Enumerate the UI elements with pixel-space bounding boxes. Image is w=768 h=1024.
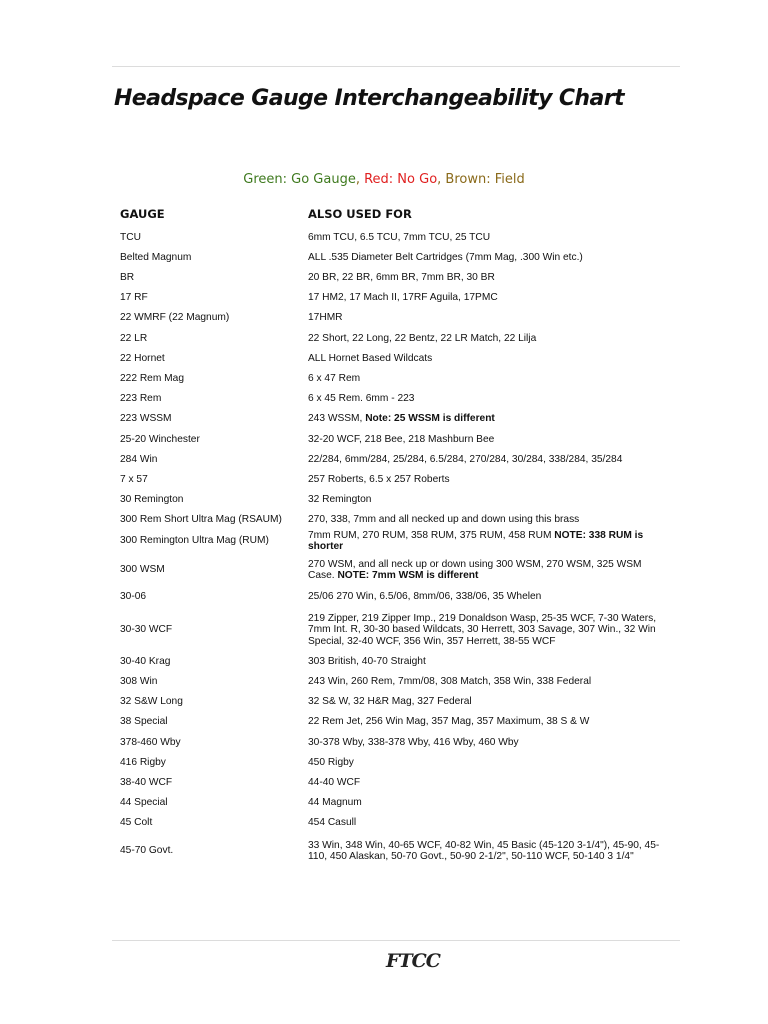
gauge-cell: 30 Remington (120, 494, 184, 505)
also-used-for-cell (308, 353, 668, 365)
also-used-for-text: 44 Magnum (308, 797, 362, 808)
also-used-for-text: 6 x 47 Rem (308, 373, 361, 384)
gauge-cell: 17 RF (120, 292, 148, 303)
legend-brown: Brown: Field (441, 172, 525, 187)
gauge-cell: 7 x 57 (120, 474, 148, 485)
also-used-for-cell (308, 272, 668, 284)
legend-green: Green: Go Gauge (243, 172, 356, 187)
note-text: NOTE: 7mm WSM is different (337, 570, 479, 581)
also-used-for-text: 20 BR, 22 BR, 6mm BR, 7mm BR, 30 BR (308, 272, 495, 283)
also-used-for-text: 303 British, 40-70 Straight (308, 656, 426, 667)
also-used-for-cell (308, 474, 668, 486)
also-used-for-text: 30-378 Wby, 338-378 Wby, 416 Wby, 460 Wby (308, 737, 519, 748)
also-used-for-text: 32 S& W, 32 H&R Mag, 327 Federal (308, 696, 472, 707)
also-used-for-text: ALL .535 Diameter Belt Cartridges (7mm Mag, .300 Win etc.) (308, 252, 583, 263)
also-used-for-cell (308, 840, 668, 863)
also-used-for-cell (308, 232, 668, 244)
also-used-for-cell (308, 559, 668, 582)
also-used-for-text: 17 HM2, 17 Mach II, 17RF Aguila, 17PMC (308, 292, 498, 303)
also-used-for-text: 33 Win, 348 Win, 40-65 WCF, 40-82 Win, 45 Basic (45-120 3-1/4"), 45-90, 45-110, 450 Alaskan, 50-70 Govt., 50-90 2-1/2", 50-110 WCF, 50-140 3 1/4" (308, 839, 660, 862)
also-used-for-cell (308, 656, 668, 668)
also-used-for-text: 17HMR (308, 312, 343, 323)
gauge-cell: 38-40 WCF (120, 777, 173, 788)
also-used-for-text: 243 Win, 260 Rem, 7mm/08, 308 Match, 358 Win, 338 Federal (308, 676, 592, 687)
gauge-cell: 300 Rem Short Ultra Mag (RSAUM) (120, 514, 282, 525)
gauge-cell: Belted Magnum (120, 252, 192, 263)
also-used-for-cell (308, 777, 668, 789)
also-used-for-text: 22 Short, 22 Long, 22 Bentz, 22 LR Match, 22 Lilja (308, 333, 537, 344)
gauge-cell: 378-460 Wby (120, 737, 181, 748)
also-used-for-text: 32-20 WCF, 218 Bee, 218 Mashburn Bee (308, 434, 495, 445)
gauge-cell: BR (120, 272, 135, 283)
also-used-for-text: 454 Casull (308, 817, 357, 828)
also-used-for-cell (308, 676, 668, 688)
also-used-for-cell (308, 454, 668, 466)
also-used-for-text: 22 Rem Jet, 256 Win Mag, 357 Mag, 357 Maximum, 38 S & W (308, 716, 590, 727)
gauge-cell: 308 Win (120, 676, 158, 687)
also-used-for-text: 7mm RUM, 270 RUM, 358 RUM, 375 RUM, 458 RUM (308, 529, 555, 541)
gauge-cell: 45 Colt (120, 817, 153, 828)
note-text: Note: 25 WSSM is different (365, 413, 495, 424)
gauge-cell: 32 S&W Long (120, 696, 183, 707)
legend-separator: , (437, 172, 442, 187)
also-used-for-cell (308, 757, 668, 769)
gauge-cell: 284 Win (120, 454, 158, 465)
also-used-for-cell (308, 312, 668, 324)
gauge-cell: 22 WMRF (22 Magnum) (120, 312, 230, 323)
also-used-for-cell (308, 817, 668, 829)
also-used-for-cell (308, 530, 668, 553)
also-used-for-text: 219 Zipper, 219 Zipper Imp., 219 Donaldson Wasp, 25-35 WCF, 7-30 Waters, 7mm Int. R, 30-30 based Wildcats, 30 Herrett, 303 Savage, 307 Win., 32 Win Special, 32-40 WCF, 356 Win, 357 Herrett, 38-55 WCF (308, 612, 657, 647)
bottom-divider (112, 940, 680, 941)
also-used-for-text: 44-40 WCF (308, 777, 361, 788)
gauge-cell: 416 Rigby (120, 757, 166, 768)
also-used-for-text: 22/284, 6mm/284, 25/284, 6.5/284, 270/284, 30/284, 338/284, 35/284 (308, 454, 623, 465)
gauge-cell: 30-30 WCF (120, 624, 173, 635)
also-used-for-cell (308, 613, 668, 648)
page-title: Headspace Gauge Interchangeability Chart (114, 86, 624, 111)
also-used-for-cell (308, 696, 668, 708)
also-used-for-cell (308, 591, 668, 603)
also-used-for-text: 270 WSM, and all neck up or down using 300 WSM, 270 WSM, 325 WSM Case. (308, 558, 642, 581)
gauge-cell: 22 LR (120, 333, 148, 344)
also-used-for-cell (308, 373, 668, 385)
column-header-gauge: GAUGE (120, 207, 165, 221)
gauge-cell: 223 Rem (120, 393, 162, 404)
legend-red: Red: No Go (359, 172, 438, 187)
gauge-cell: 30-06 (120, 591, 147, 602)
gauge-cell: 222 Rem Mag (120, 373, 184, 384)
gauge-cell: 30-40 Krag (120, 656, 171, 667)
gauge-cell: 45-70 Govt. (120, 845, 174, 856)
gauge-cell: 44 Special (120, 797, 168, 808)
also-used-for-cell (308, 737, 668, 749)
also-used-for-text: 6 x 45 Rem. 6mm - 223 (308, 393, 415, 404)
also-used-for-cell (308, 434, 668, 446)
also-used-for-text: 270, 338, 7mm and all necked up and down using this brass (308, 514, 580, 525)
gauge-cell: 300 Remington Ultra Mag (RUM) (120, 535, 269, 546)
note-text: NOTE: 338 RUM is shorter (308, 529, 644, 552)
gauge-cell: 300 WSM (120, 564, 165, 575)
also-used-for-text: 6mm TCU, 6.5 TCU, 7mm TCU, 25 TCU (308, 232, 491, 243)
gauge-cell: 25-20 Winchester (120, 434, 200, 445)
column-header-also-used-for: ALSO USED FOR (308, 207, 412, 221)
also-used-for-cell (308, 413, 668, 425)
gauge-cell: 22 Hornet (120, 353, 165, 364)
also-used-for-cell (308, 716, 668, 728)
also-used-for-cell (308, 292, 668, 304)
gauge-cell: TCU (120, 232, 141, 243)
also-used-for-cell (308, 333, 668, 345)
also-used-for-text: 25/06 270 Win, 6.5/06, 8mm/06, 338/06, 35 Whelen (308, 591, 542, 602)
also-used-for-cell (308, 393, 668, 405)
also-used-for-text: ALL Hornet Based Wildcats (308, 353, 433, 364)
also-used-for-text: 257 Roberts, 6.5 x 257 Roberts (308, 474, 450, 485)
also-used-for-cell (308, 494, 668, 506)
gauge-cell: 223 WSSM (120, 413, 172, 424)
also-used-for-text: 450 Rigby (308, 757, 354, 768)
also-used-for-text: 243 WSSM, (308, 413, 366, 424)
gauge-cell: 38 Special (120, 716, 168, 727)
ftcc-logo: FTCC (386, 950, 440, 972)
also-used-for-cell (308, 797, 668, 809)
also-used-for-cell (308, 514, 668, 526)
also-used-for-cell (308, 252, 668, 264)
also-used-for-text: 32 Remington (308, 494, 372, 505)
legend-separator: , (355, 172, 360, 187)
